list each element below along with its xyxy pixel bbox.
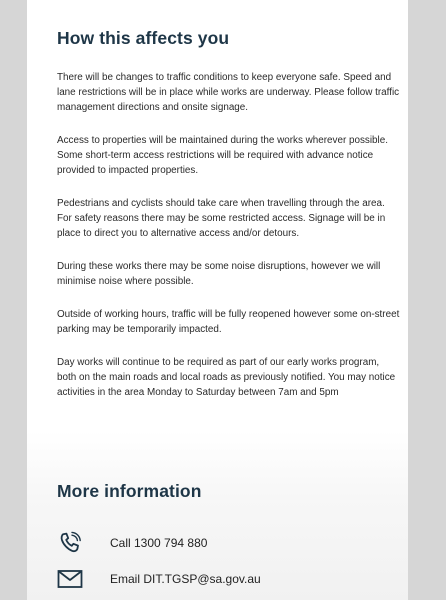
phone-contact (57, 528, 397, 558)
phone-icon (57, 530, 83, 556)
phone-number[interactable]: Call 1300 794 880 (110, 536, 208, 550)
document-page (27, 0, 408, 600)
email-contact (57, 564, 397, 594)
section-heading: How this affects you (57, 28, 230, 48)
email-address[interactable]: Email DIT.TGSP@sa.gov.au (110, 572, 261, 586)
envelope-icon (57, 566, 83, 592)
paragraph-property-access: Access to properties will be maintained during the works wherever possible. Some short-term access restrictions will be required with advance notice provided to impacted properties. (57, 135, 388, 176)
paragraph-noise: During these works there may be some noise disruptions, however we will minimise noise where possible. (57, 261, 381, 287)
more-information-heading: More information (57, 481, 202, 501)
paragraph-pedestrians: Pedestrians and cyclists should take care when travelling through the area. For safety reasons there may be some restricted access. Signage will be in place to direct you to alternative access and/or detours. (57, 198, 386, 239)
paragraph-day-works: Day works will continue to be required as part of our early works program, both on the main roads and local roads as previously notified. You may notice activities in the area Monday to Saturday between 7am and 5pm (57, 357, 396, 398)
body-text (57, 70, 400, 418)
paragraph-traffic: There will be changes to traffic conditions to keep everyone safe. Speed and lane restrictions will be in place while works are underway. Please follow traffic management directions and onsite signage. (57, 72, 400, 113)
paragraph-parking: Outside of working hours, traffic will be fully reopened however some on-street parking may be temporarily impacted. (57, 309, 400, 335)
